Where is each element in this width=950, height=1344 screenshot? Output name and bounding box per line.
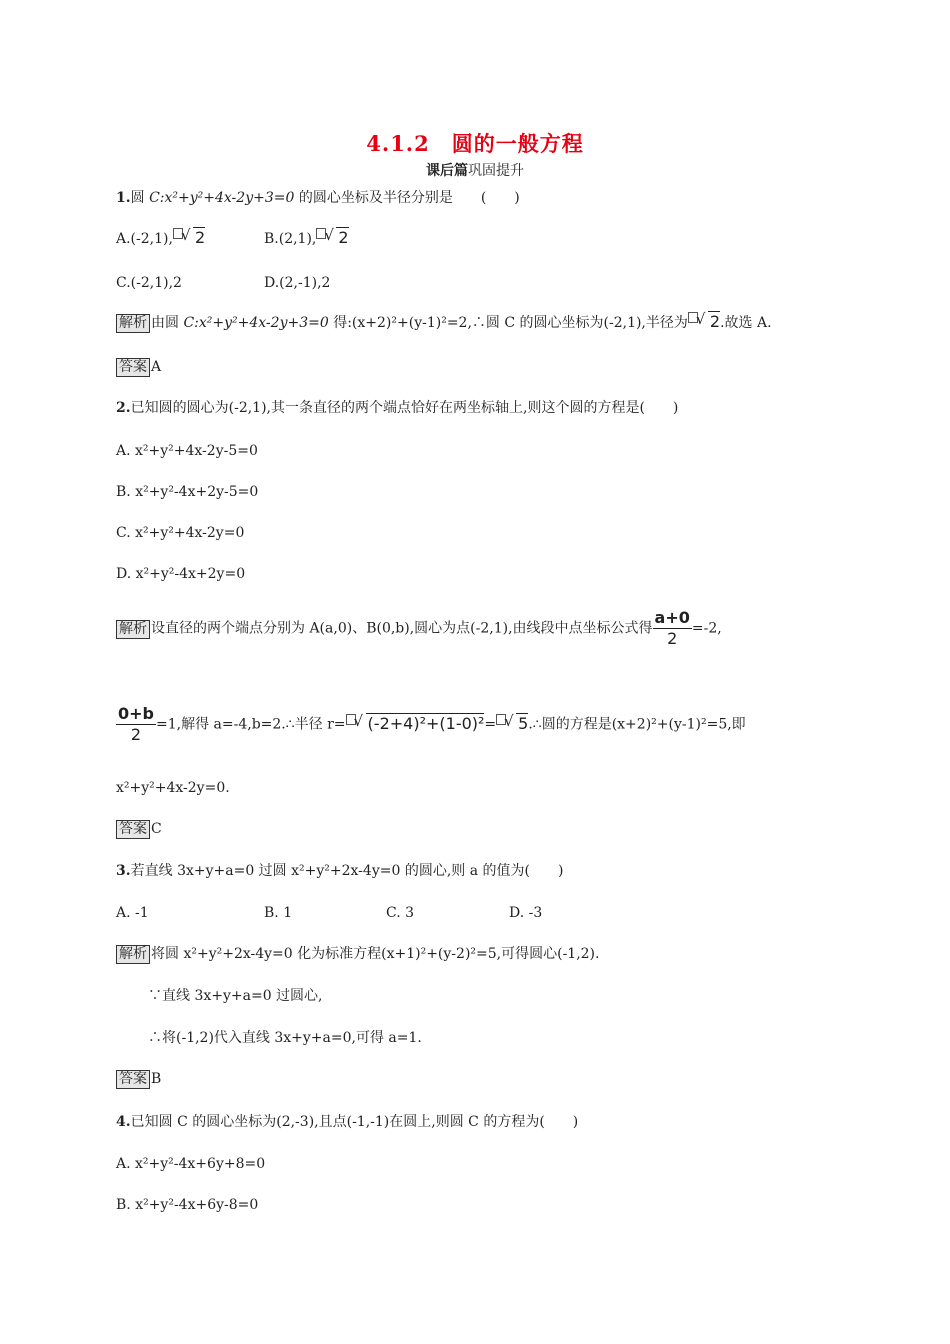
q1-number: 1.	[116, 190, 131, 206]
q1-option-b	[264, 228, 349, 249]
q1-analysis-1: 由圆	[151, 315, 184, 331]
q3-answer	[116, 1069, 161, 1089]
q3-analysis-3: ∴将(-1,2)代入直线 3x+y+a=0,可得 a=1.	[148, 1030, 422, 1046]
q1-analysis-radicand: 2	[709, 312, 721, 331]
q2-radicand-5: 5	[518, 713, 529, 733]
q4-number: 4.	[116, 1114, 131, 1130]
q2-analysis-5: .∴圆的方程是(x+2)²+(y-1)²=5,即	[528, 716, 746, 733]
q1-stem-eq: C:x²+y²+4x-2y+3=0	[149, 190, 295, 206]
q2-stem	[116, 398, 678, 418]
fraction-numerator: a+0	[654, 608, 690, 627]
q3-option-d: D. -3	[509, 905, 543, 921]
q2-analysis-3: =1,解得 a=-4,b=2.∴半径 r=	[156, 716, 346, 733]
analysis-label: 解析	[116, 314, 150, 333]
q2-number: 2.	[116, 400, 131, 416]
q3-analysis-2: ∵直线 3x+y+a=0 过圆心,	[148, 988, 323, 1004]
q1-option-a-text: A.(-2,1),	[116, 231, 173, 247]
q1-analysis-3: .故选 A.	[720, 315, 772, 331]
q3-answer-value: B	[151, 1071, 162, 1087]
q3-option-a: A. -1	[116, 905, 149, 921]
q1-stem-pre: 圆	[130, 190, 150, 206]
q1-option-b-text: B.(2,1),	[264, 231, 317, 247]
q2-option-c: C. x²+y²+4x-2y=0	[116, 525, 245, 541]
q1-option-d: D.(2,-1),2	[264, 275, 331, 291]
page-subtitle	[0, 160, 950, 180]
q2-analysis-4: =	[484, 716, 497, 733]
subtitle-bold: 课后篇	[426, 163, 468, 179]
q2-option-d: D. x²+y²-4x+2y=0	[116, 566, 246, 582]
sqrt-icon: √ 5	[504, 711, 529, 733]
q2-option-a: A. x²+y²+4x-2y-5=0	[116, 443, 258, 459]
q3-stem	[116, 861, 563, 881]
subtitle-rest: 巩固提升	[468, 163, 524, 179]
q1-analysis	[116, 312, 772, 333]
answer-label: 答案	[116, 820, 150, 839]
q3-analysis-line1	[116, 944, 599, 964]
q2-radicand: (-2+4)²+(1-0)²	[367, 713, 485, 733]
page-title: 4.1.2 圆的一般方程	[366, 131, 584, 156]
q2-option-b: B. x²+y²-4x+2y-5=0	[116, 484, 259, 500]
q3-stem-text: 若直线 3x+y+a=0 过圆 x²+y²+2x-4y=0 的圆心,则 a 的值为( )	[130, 863, 564, 879]
q2-analysis-line2	[116, 704, 746, 745]
analysis-label: 解析	[116, 620, 150, 639]
sqrt-icon: √ 2	[324, 226, 349, 247]
analysis-label: 解析	[116, 945, 150, 964]
q3-option-c: C. 3	[386, 905, 415, 921]
q3-option-b: B. 1	[264, 905, 293, 921]
q2-analysis-1: 设直径的两个端点分别为 A(a,0)、B(0,b),圆心为点(-2,1),由线段中点坐标公式得	[151, 620, 653, 637]
q4-stem-text: 已知圆 C 的圆心坐标为(2,-3),且点(-1,-1)在圆上,则圆 C 的方程为( )	[130, 1114, 579, 1130]
q4-option-b: B. x²+y²-4x+6y-8=0	[116, 1197, 259, 1213]
fraction	[653, 608, 692, 649]
answer-label: 答案	[116, 1070, 150, 1089]
q2-answer-value: C	[151, 821, 162, 837]
sqrt-icon: √ 2	[180, 226, 206, 247]
q4-stem	[116, 1112, 578, 1132]
q2-stem-text: 已知圆的圆心为(-2,1),其一条直径的两个端点恰好在两坐标轴上,则这个圆的方程是( )	[130, 400, 679, 416]
q2-analysis-6: x²+y²+4x-2y=0.	[116, 780, 230, 796]
q4-option-a: A. x²+y²-4x+6y+8=0	[116, 1156, 266, 1172]
q1-option-c: C.(-2,1),2	[116, 275, 182, 291]
q1-stem-post: 的圆心坐标及半径分别是 ( )	[294, 190, 520, 206]
q1-answer-value: A	[151, 359, 162, 375]
q1-option-a	[116, 228, 205, 249]
q1-analysis-eq: C:x²+y²+4x-2y+3=0	[183, 315, 329, 331]
fraction-denominator: 2	[130, 725, 142, 744]
q3-number: 3.	[116, 863, 131, 879]
q1-analysis-2: 得:(x+2)²+(y-1)²=2,∴圆 C 的圆心坐标为(-2,1),半径为	[328, 315, 688, 331]
q1-stem	[116, 188, 520, 208]
sqrt-icon: √ (-2+4)²+(1-0)²	[353, 711, 485, 733]
q1-answer	[116, 357, 161, 377]
answer-label: 答案	[116, 358, 150, 377]
fraction-denominator: 2	[667, 629, 678, 648]
fraction-numerator: 0+b	[118, 704, 154, 723]
q2-analysis-2: =-2,	[691, 620, 722, 637]
q1-option-a-radicand: 2	[194, 228, 206, 247]
fraction	[116, 704, 156, 745]
q3-analysis-1: 将圆 x²+y²+2x-4y=0 化为标准方程(x+1)²+(y-2)²=5,可得圆心(-1,2).	[151, 946, 600, 962]
q2-answer	[116, 819, 162, 839]
q2-analysis-line1	[116, 608, 722, 649]
q1-option-b-radicand: 2	[338, 228, 349, 247]
sqrt-icon: √ 2	[695, 310, 721, 331]
